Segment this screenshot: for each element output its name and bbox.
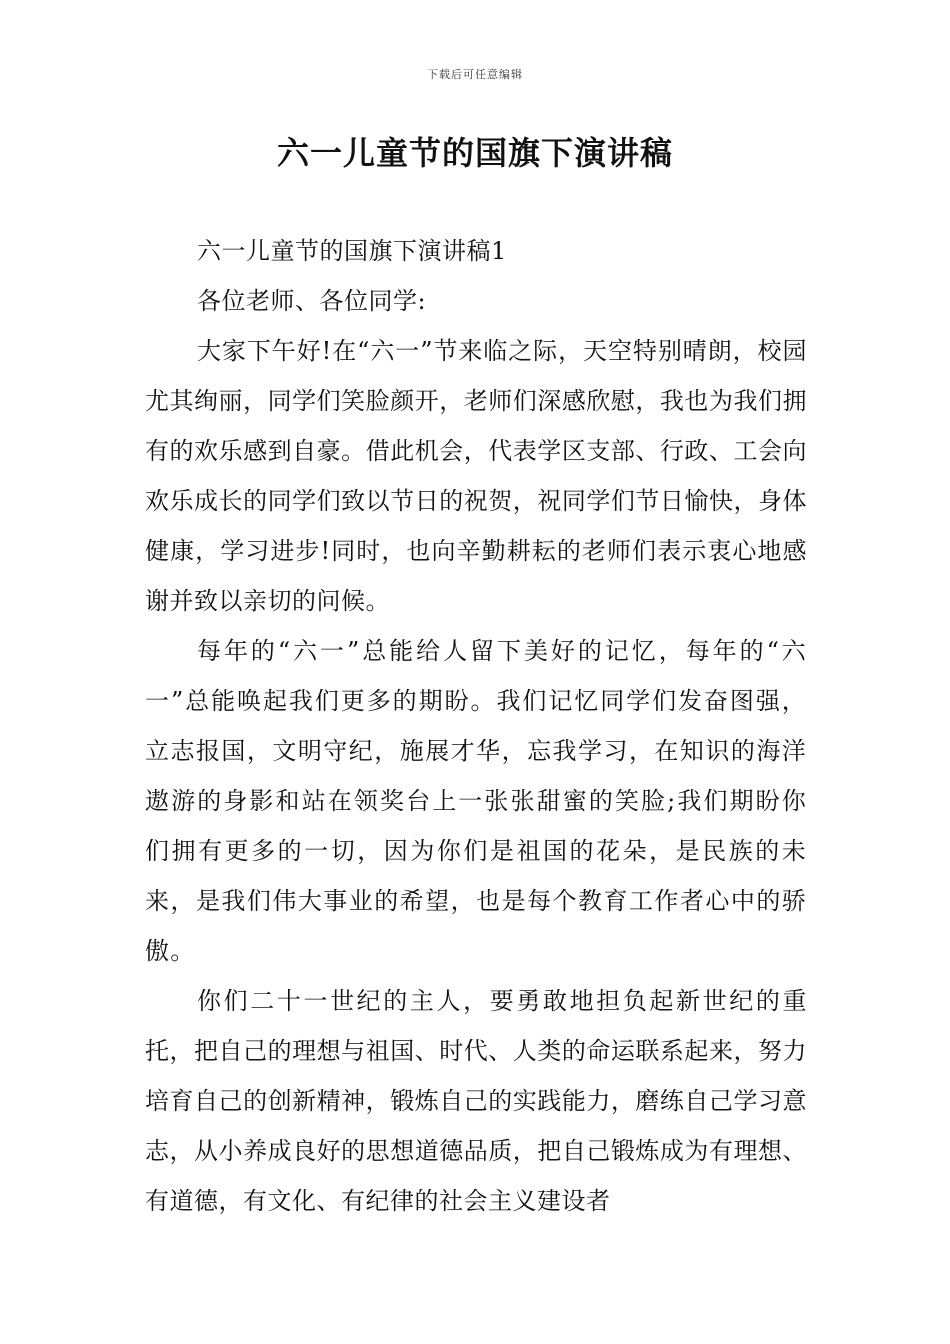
paragraph-greeting: 大家下午好!在“六一”节来临之际，天空特别晴朗，校园尤其绚丽，同学们笑脸颜开，老师们深感欣慰，我也为我们拥有的欢乐感到自豪。借此机会，代表学区支部、行政、工会向欢乐成长的同学们致以节日的祝贺，祝同学们节日愉快，身体健康，学习进步!同时，也向辛勤耕耘的老师们表示衷心地感谢并致以亲切的问候。 — [145, 337, 807, 615]
salutation: 各位老师、各位同学: — [197, 287, 427, 315]
speech-subheading: 六一儿童节的国旗下演讲稿1 — [197, 237, 507, 265]
header-note: 下载后可任意编辑 — [427, 68, 523, 81]
document-title: 六一儿童节的国旗下演讲稿 — [276, 134, 673, 172]
paragraph-responsibility: 你们二十一世纪的主人，要勇敢地担负起新世纪的重托，把自己的理想与祖国、时代、人类的命运联系起来，努力培育自己的创新精神，锻炼自己的实践能力，磨练自己学习意志，从小养成良好的思想道德品质，把自己锻炼成为有理想、有道德，有文化、有纪律的社会主义建设者 — [145, 987, 807, 1215]
document-body — [145, 226, 807, 1226]
paragraph-memories: 每年的“六一”总能给人留下美好的记忆，每年的“六一”总能唤起我们更多的期盼。我们记忆同学们发奋图强，立志报国，文明守纪，施展才华，忘我学习，在知识的海洋遨游的身影和站在领奖台上一张张甜蜜的笑脸;我们期盼你们拥有更多的一切，因为你们是祖国的花朵，是民族的未来，是我们伟大事业的希望，也是每个教育工作者心中的骄傲。 — [145, 637, 807, 965]
